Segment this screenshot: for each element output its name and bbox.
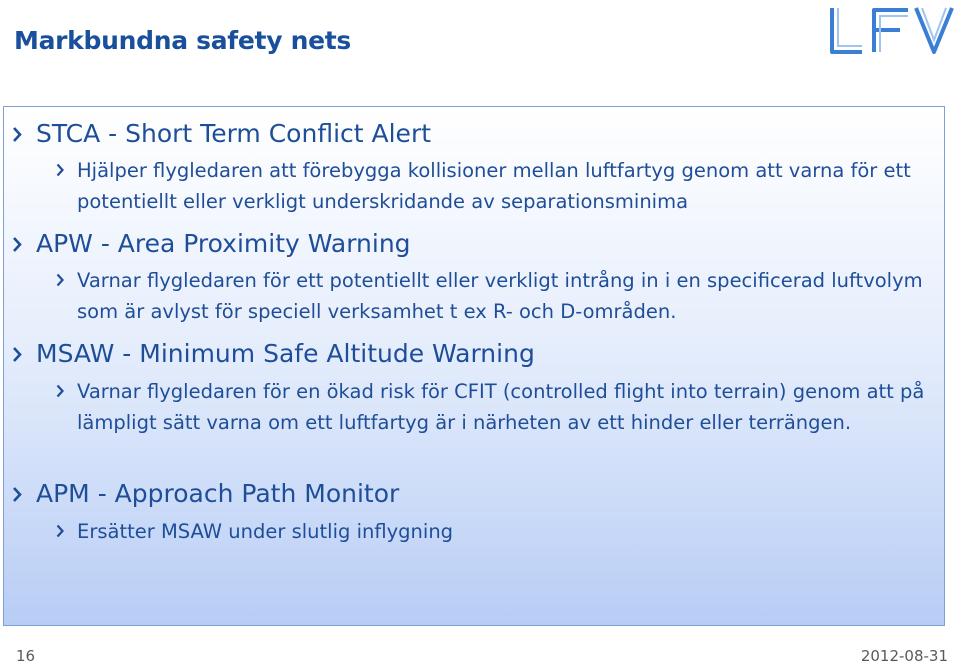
bullet-heading: MSAW - Minimum Safe Altitude Warning [36, 339, 535, 368]
content-panel [3, 106, 945, 626]
sub-bullet-text: Ersätter MSAW under slutlig inflygning [77, 520, 454, 543]
bullet-apm [4, 479, 944, 509]
chevron-right-icon [56, 384, 64, 398]
bullet-stca [4, 119, 944, 149]
chevron-right-icon [56, 273, 64, 287]
sub-bullet-text: Hjälper flygledaren att förebygga kollisioner mellan luftfartyg genom att varna för ett potentiellt eller verkligt underskridande av separationsminima [77, 159, 911, 213]
lfv-logo [826, 4, 956, 60]
chevron-right-icon [56, 524, 64, 538]
bullet-heading: STCA - Short Term Conflict Alert [36, 119, 432, 148]
bullet-heading: APW - Area Proximity Warning [36, 229, 411, 258]
chevron-right-icon [12, 346, 22, 363]
chevron-right-icon [56, 163, 64, 177]
chevron-right-icon [12, 126, 22, 143]
slide-date: 2012-08-31 [860, 647, 948, 665]
chevron-right-icon [12, 486, 22, 503]
slide-title: Markbundna safety nets [14, 26, 351, 55]
bullet-heading: APM - Approach Path Monitor [36, 479, 400, 508]
bullet-apw [4, 229, 944, 259]
sub-bullet-text: Varnar flygledaren för en ökad risk för CFIT (controlled flight into terrain) genom att på lämpligt sätt varna om ett luftfartyg är i närheten av ett hinder eller terrängen. [77, 380, 925, 434]
sub-bullet-text: Varnar flygledaren för ett potentiellt eller verkligt intrång in i en specificerad luftvolym som är avlyst för speciell verksamhet t ex R- och D-områden. [77, 269, 923, 323]
bullet-msaw [4, 339, 944, 369]
page-number: 16 [16, 647, 36, 665]
chevron-right-icon [12, 236, 22, 253]
